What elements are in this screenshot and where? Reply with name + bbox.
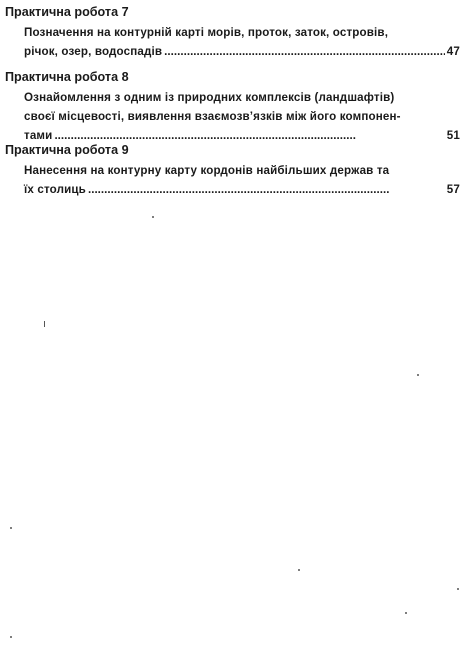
toc-entry[interactable]	[24, 23, 460, 61]
toc-section-1	[5, 5, 460, 61]
entry-line: Ознайомлення з одним із природних комплексів (ландшафтів)	[24, 91, 395, 104]
work-title: Практична робота 7	[5, 5, 129, 19]
toc-section-3	[5, 143, 460, 199]
scan-speck	[10, 636, 12, 638]
work-title: Практична робота 8	[5, 70, 129, 84]
page-number: 51	[446, 129, 460, 142]
entry-last-line	[24, 42, 460, 61]
toc-section-2	[5, 70, 460, 145]
work-title: Практична робота 9	[5, 143, 129, 157]
scan-speck	[152, 216, 154, 218]
toc-entry[interactable]	[24, 161, 460, 199]
scan-speck	[405, 612, 407, 614]
scan-speck	[417, 374, 419, 376]
page-number: 47	[446, 45, 460, 58]
page-number: 57	[446, 183, 460, 196]
entry-line: річок, озер, водоспадів	[24, 45, 163, 58]
entry-line: Позначення на контурній карті морів, проток, заток, островів,	[24, 26, 389, 39]
entry-line: своєї місцевості, виявлення взаємозв’язків між його компонен-	[24, 110, 401, 123]
toc-entry[interactable]	[24, 88, 460, 145]
entry-line: Нанесення на контурну карту кордонів найбільших держав та	[24, 164, 390, 177]
dot-leader	[88, 180, 445, 199]
scan-speck	[457, 588, 459, 590]
scan-speck	[298, 569, 300, 571]
scan-speck	[10, 527, 12, 529]
scan-speck	[44, 321, 45, 327]
dot-leader	[164, 42, 445, 61]
entry-last-line	[24, 180, 460, 199]
entry-line: тами	[24, 129, 53, 142]
entry-line: їх столиць	[24, 183, 86, 196]
